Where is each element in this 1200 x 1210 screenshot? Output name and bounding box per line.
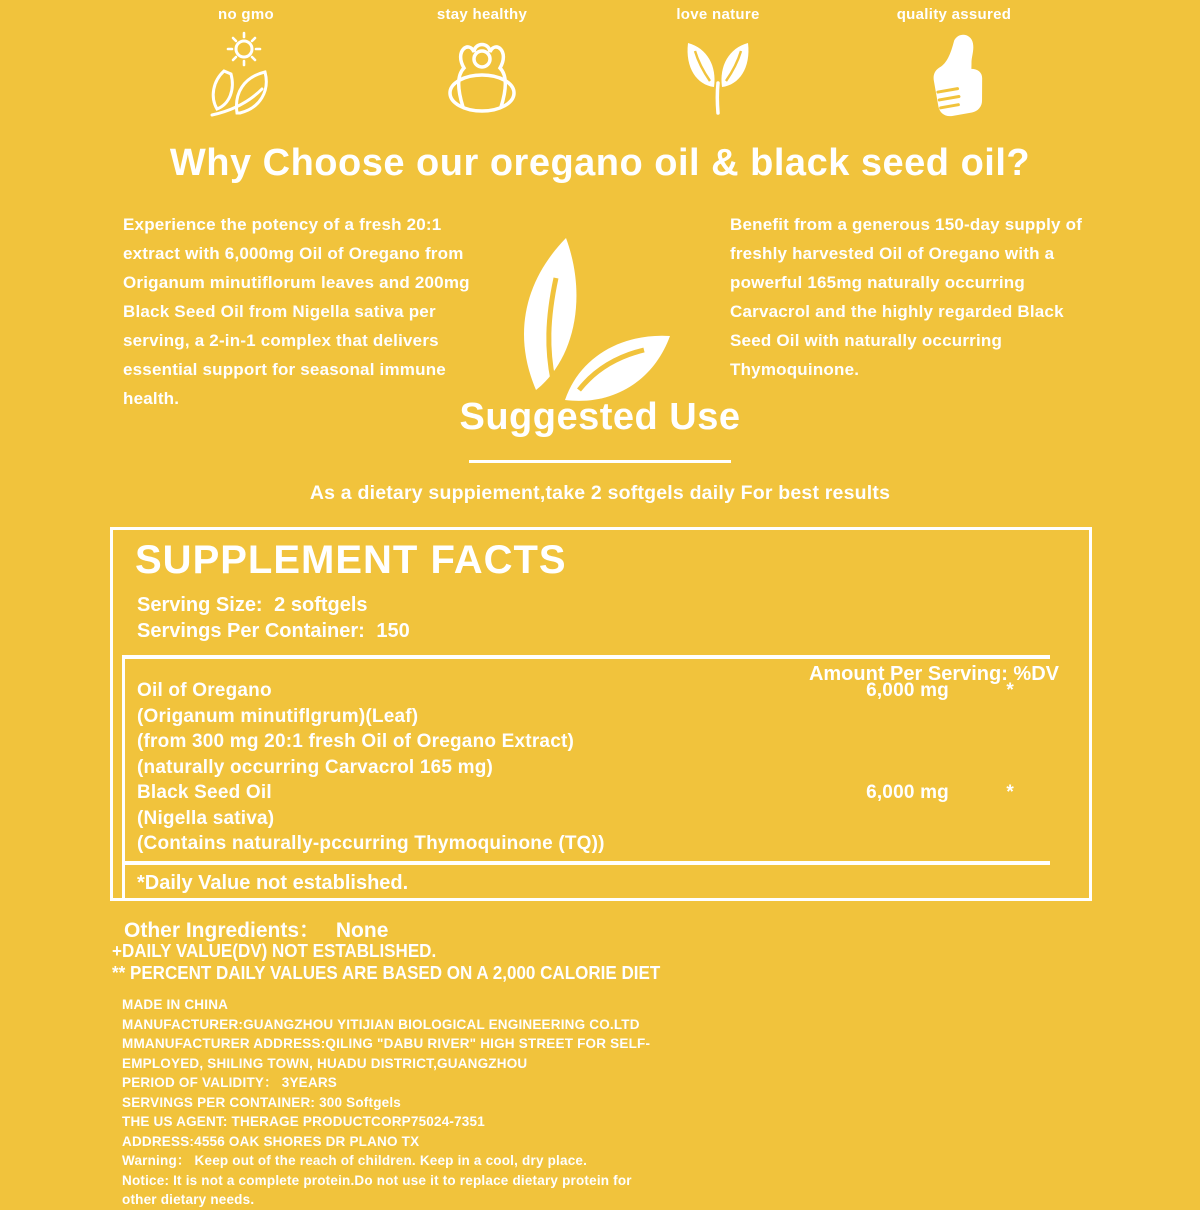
manufacturer-line: Warning： Keep out of the reach of children. Keep in a cool, dry place.	[122, 1153, 588, 1168]
servings-per-container-value: 150	[376, 620, 410, 642]
intro-left-paragraph: Experience the potency of a fresh 20:1 extract with 6,000mg Oil of Oregano from Origanum minutiflorum leaves and 200mg Black Seed Oil from Nigella sativa per serving, a 2-in-1 complex that delivers essential support for seasonal immune health.	[123, 215, 470, 408]
badge-love-nature	[600, 6, 836, 119]
serving-size-label: Serving Size:	[137, 594, 263, 616]
badge-label: no gmo	[218, 6, 274, 23]
serving-size	[137, 594, 368, 617]
facts-row	[137, 806, 1089, 832]
ingredient-name: (naturally occurring Carvacrol 165 mg)	[137, 756, 494, 778]
leaves-icon	[678, 31, 758, 119]
badge-stay-healthy	[364, 6, 600, 119]
ingredient-dv: *	[1006, 782, 1014, 803]
manufacturer-info	[122, 995, 650, 1210]
facts-divider-top	[125, 655, 1050, 659]
ingredient-name: (Origanum minutiflgrum)(Leaf)	[137, 705, 419, 727]
ingredient-name: (Nigella sativa)	[137, 807, 275, 829]
dv-not-established-note: +DAILY VALUE(DV) NOT ESTABLISHED.	[112, 940, 437, 961]
manufacturer-line: SERVINGS PER CONTAINER: 300 Softgels	[122, 1094, 402, 1110]
serving-size-value: 2 softgels	[274, 594, 368, 616]
badge-label: stay healthy	[436, 6, 528, 23]
sun-leaf-icon	[204, 31, 288, 119]
facts-divider-bottom	[125, 861, 1050, 865]
badges-row	[0, 6, 1200, 119]
badge-quality-assured	[836, 6, 1072, 119]
muscle-icon	[436, 31, 528, 119]
servings-per-container	[137, 620, 410, 643]
ingredient-amount: 6,000 mg	[866, 680, 949, 701]
ingredient-name: Oil of Oregano	[137, 680, 272, 701]
ingredient-name: (Contains naturally-pccurring Thymoquinone (TQ))	[137, 833, 605, 854]
other-ingredients-label: Other Ingredients：	[124, 919, 321, 942]
suggested-use-title: Suggested Use	[459, 396, 741, 438]
servings-per-container-label: Servings Per Container:	[137, 620, 365, 642]
facts-row	[137, 678, 1089, 704]
intro-right-paragraph: Benefit from a generous 150-day supply of freshly harvested Oil of Oregano with a powerful 165mg naturally occurring Carvacrol and the highly regarded Black Seed Oil with naturally occurring Thymoquinone.	[730, 215, 1083, 379]
facts-row	[137, 755, 1089, 781]
page-title: Why Choose our oregano oil & black seed oil?	[169, 142, 1031, 184]
ingredient-amount: 6,000 mg	[866, 782, 949, 803]
manufacturer-line: ADDRESS:4556 OAK SHORES DR PLANO TX	[122, 1133, 420, 1149]
manufacturer-line: THE US AGENT: THERAGE PRODUCTCORP75024-7351	[122, 1114, 485, 1129]
badge-label: love nature	[676, 6, 760, 23]
manufacturer-line: EMPLOYED, SHILING TOWN, HUADU DISTRICT,GUANGZHOU	[122, 1055, 528, 1071]
manufacturer-line: MADE IN CHINA	[122, 997, 229, 1012]
facts-row	[137, 780, 1089, 806]
supplement-facts-title: SUPPLEMENT FACTS	[135, 538, 567, 582]
directions-text: As a dietary suppiement,take 2 softgels daily For best results	[309, 482, 891, 504]
ingredient-name: (from 300 mg 20:1 fresh Oil of Oregano Extract)	[137, 731, 575, 752]
suggested-use-underline	[469, 460, 731, 463]
manufacturer-line: MMANUFACTURER ADDRESS:QILING "DABU RIVER" HIGH STREET FOR SELF-	[122, 1036, 651, 1051]
percent-daily-values-note: ** PERCENT DAILY VALUES ARE BASED ON A 2,000 CALORIE DIET	[112, 962, 661, 983]
facts-row	[137, 729, 1089, 755]
manufacturer-line: other dietary needs.	[122, 1192, 255, 1207]
facts-row	[137, 831, 1089, 857]
facts-rows	[137, 678, 1089, 857]
supplement-facts-box	[110, 527, 1092, 901]
thumbs-up-icon	[915, 31, 993, 119]
facts-row	[137, 704, 1089, 730]
ingredient-dv: *	[1006, 680, 1014, 701]
manufacturer-line: Notice: It is not a complete protein.Do not use it to replace dietary protein for	[122, 1172, 632, 1188]
manufacturer-line: MANUFACTURER:GUANGZHOU YITIJIAN BIOLOGICAL ENGINEERING CO.LTD	[122, 1016, 640, 1032]
ingredient-name: Black Seed Oil	[137, 782, 272, 803]
manufacturer-line: PERIOD OF VALIDITY： 3YEARS	[122, 1075, 337, 1090]
badge-label: quality assured	[896, 6, 1012, 23]
other-ingredients-value: None	[335, 919, 389, 942]
badge-no-gmo	[128, 6, 364, 119]
amount-per-serving-header: Amount Per Serving: %DV	[808, 663, 1059, 685]
daily-value-footnote: *Daily Value not established.	[137, 872, 409, 894]
